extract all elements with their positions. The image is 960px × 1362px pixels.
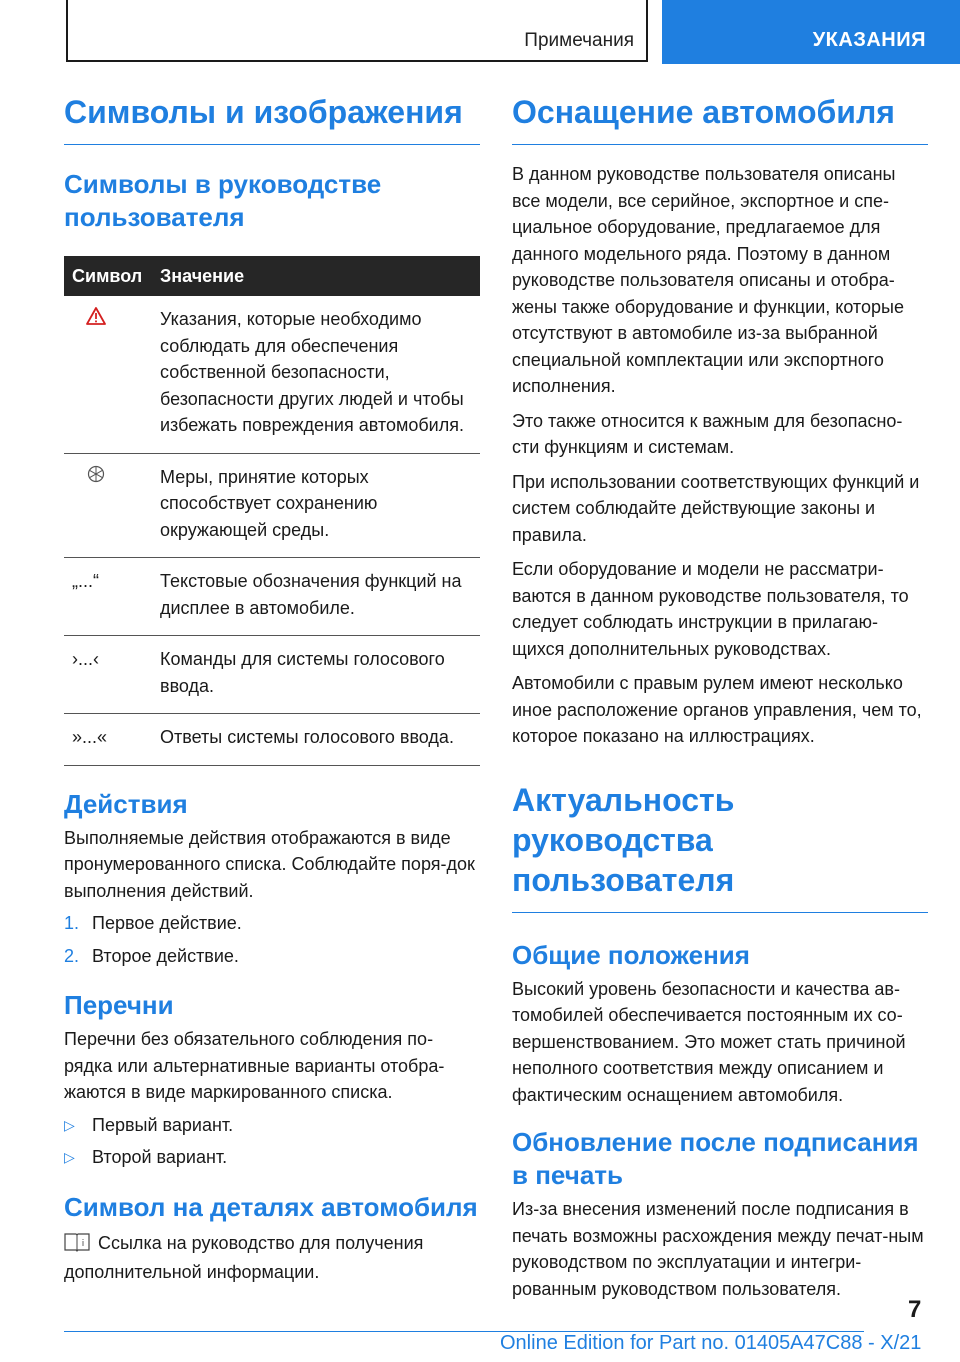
table-header-row <box>64 256 480 296</box>
table-cell-meaning: Указания, которые необходимо соблюдать для обеспечения собственной безопасности, безопасности других людей и чтобы избежать повреждения автомобиля. <box>160 296 480 453</box>
symbols-manual-heading: Символы в руководстве пользователя <box>64 169 382 232</box>
title-divider <box>512 912 928 913</box>
symbols-table <box>64 256 480 766</box>
table-header-symbol: Символ <box>64 256 160 296</box>
step-number: 1. <box>64 913 80 933</box>
bullet-arrow-icon: ▷ <box>64 1116 75 1133</box>
table-cell-symbol: „...“ <box>64 558 160 636</box>
environment-icon <box>86 464 106 492</box>
general-heading: Общие положения <box>512 939 750 970</box>
equipment-paragraph: Это также относится к важным для безопасно-сти функциям и системам. <box>512 410 903 457</box>
table-row <box>64 453 480 558</box>
table-cell-symbol: ›...‹ <box>64 636 160 714</box>
section-tab <box>66 0 648 62</box>
chapter-tab <box>662 0 960 64</box>
update-text: Из-за внесения изменений после подписания в печать возможны расхождения между печат-ным руководством по эксплуатации и интегри-рованным руководством пользователя. <box>512 1199 924 1299</box>
table-row <box>64 714 480 766</box>
list-item <box>64 1112 480 1139</box>
equipment-paragraph: При использовании соответствующих функций и систем соблюдайте действующие законы и правила. <box>512 471 920 545</box>
table-cell-meaning: Команды для системы голосового ввода. <box>160 636 480 714</box>
table-header-meaning: Значение <box>160 256 480 296</box>
table-row <box>64 296 480 453</box>
list-item <box>64 943 480 970</box>
equipment-paragraph: Автомобили с правым рулем имеют несколько иное расположение органов управления, чем то, которое показано на иллюстрациях. <box>512 673 922 746</box>
table-row <box>64 558 480 636</box>
equipment-title: Оснащение автомобиля <box>512 92 928 145</box>
symbols-title: Символы и изображения <box>64 92 480 145</box>
section-label: Примечания <box>524 30 634 51</box>
table-cell-meaning: Ответы системы голосового ввода. <box>160 714 480 766</box>
list-item <box>64 1144 480 1171</box>
equipment-paragraph: В данном руководстве пользователя описаны все модели, все серийное, экспортное и спе-циальное оборудование, предлагаемое для данного модельного ряда. Поэтому в данном руководстве пользователя описаны и отобра-жены также оборудование и функции, которые отсутствуют в автомобиле из-за выбранной специальной комплектации или экспортного исполнения. <box>512 164 904 396</box>
page-header <box>0 0 960 66</box>
actions-heading: Действия <box>64 788 188 819</box>
equipment-paragraph: Если оборудование и модели не рассматри-ваются в данном руководстве пользователя, то следует соблюдать инструкции в прилагаю-щихся дополнительных руководствах. <box>512 559 909 659</box>
svg-text:i: i <box>81 1238 85 1249</box>
bullet-text: Первый вариант. <box>92 1114 234 1135</box>
lists-text: Перечни без обязательного соблюдения по-рядка или альтернативные варианты отобра-жаются в виде маркированного списка. <box>64 1029 445 1102</box>
update-heading: Обновление после подписания в печать <box>512 1127 919 1190</box>
right-column <box>512 92 928 1302</box>
step-text: Второе действие. <box>92 945 239 966</box>
manual-book-icon <box>64 1232 90 1260</box>
actions-text: Выполняемые действия отображаются в виде пронумерованного списка. Соблюдайте поря-док выполнения действий. <box>64 827 475 901</box>
vehicle-symbol-heading: Символ на деталях автомобиля <box>64 1191 478 1222</box>
table-row <box>64 636 480 714</box>
step-text: Первое действие. <box>92 913 242 933</box>
step-number: 2. <box>64 945 80 966</box>
table-cell-meaning: Текстовые обозначения функций на дисплее в автомобиле. <box>160 558 480 636</box>
table-cell-symbol: »...« <box>64 714 160 766</box>
actuality-title: Актуальность руководства пользователя <box>512 781 735 898</box>
bullet-list <box>64 1112 480 1171</box>
chapter-label: УКАЗАНИЯ <box>812 29 926 51</box>
lists-heading: Перечни <box>64 990 174 1020</box>
table-cell-meaning: Меры, принятие которых способствует сохранению окружающей среды. <box>160 453 480 558</box>
vehicle-symbol-paragraph <box>64 1230 480 1286</box>
list-item <box>64 910 480 937</box>
left-column <box>64 92 480 1286</box>
footer-edition: Online Edition for Part no. 01405A47C88 - X/21 <box>500 1332 922 1354</box>
warning-triangle-icon <box>86 306 106 333</box>
general-text: Высокий уровень безопасности и качества ав-томобилей обеспечивается постоянным их со-вершенствованием. Это может стать причиной неполного соответствия между описанием и фактическим оснащением автомобиля. <box>512 978 906 1105</box>
page-number: 7 <box>908 1296 922 1323</box>
steps-list <box>64 910 480 969</box>
bullet-arrow-icon: ▷ <box>64 1149 75 1165</box>
vehicle-symbol-text: Ссылка на руководство для получения дополнительной информации. <box>64 1232 424 1282</box>
bullet-text: Второй вариант. <box>92 1147 228 1167</box>
